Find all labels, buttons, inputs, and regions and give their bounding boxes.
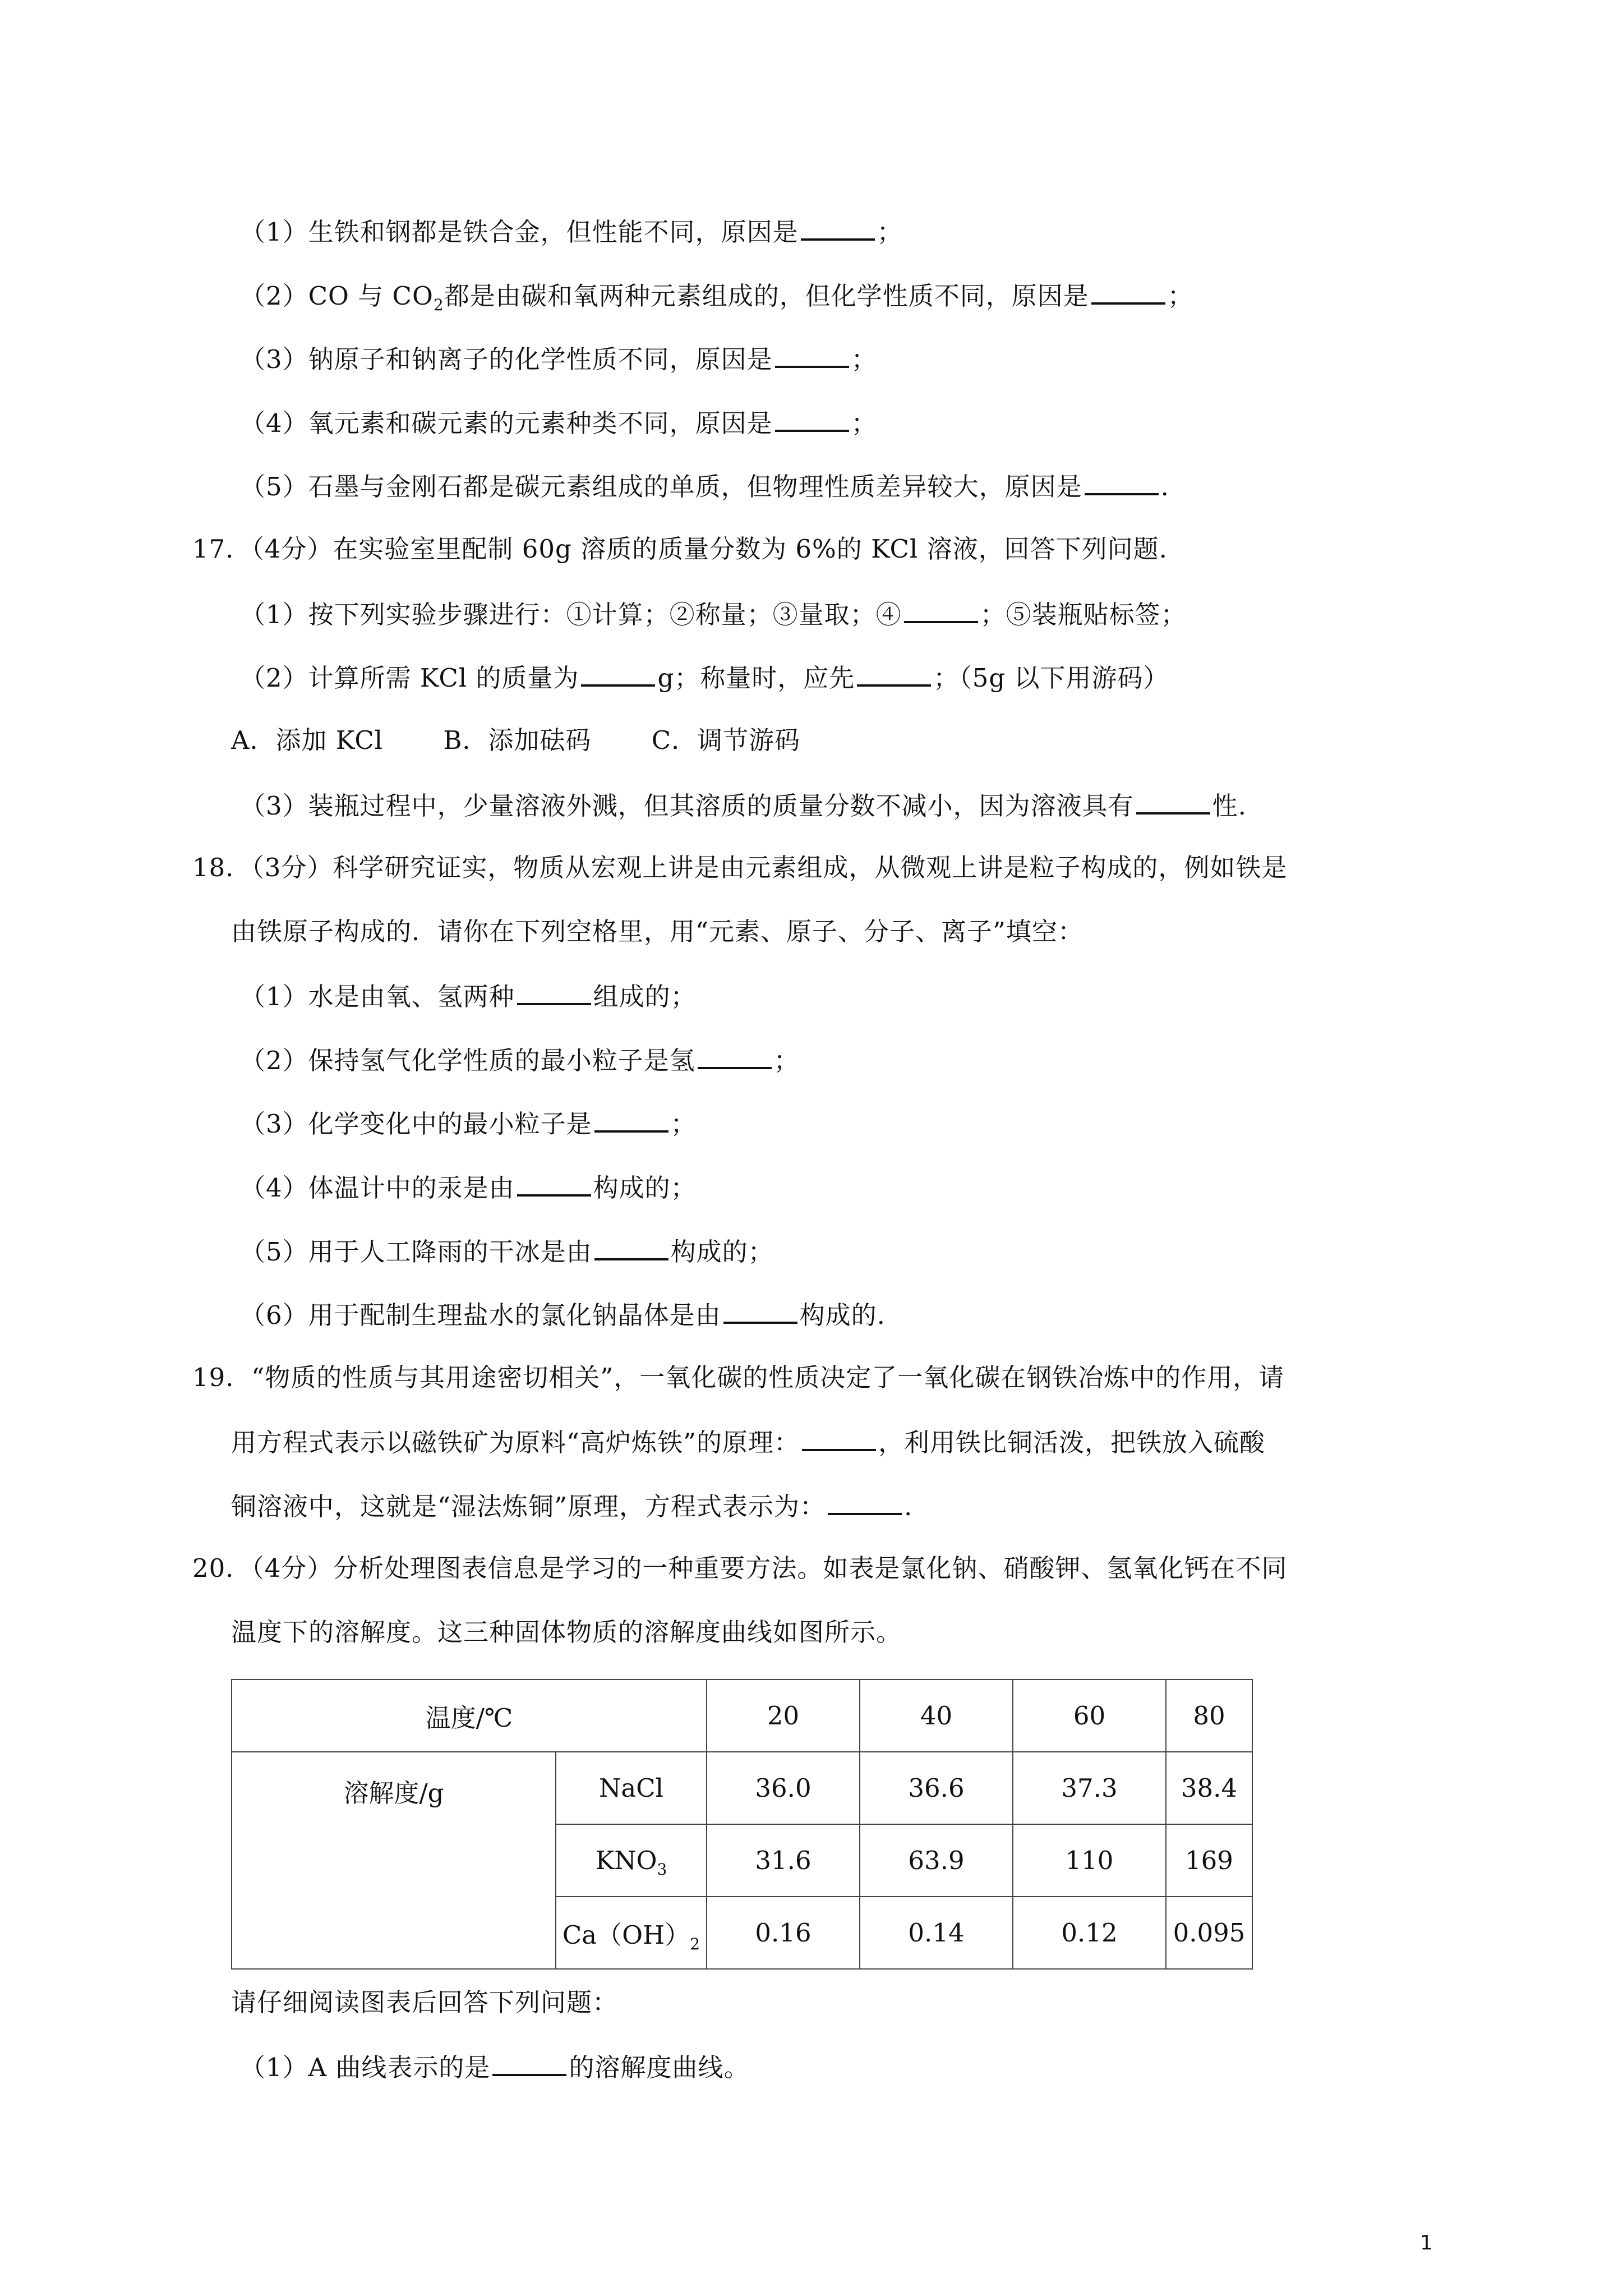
solubility-table (231, 1679, 1253, 1970)
value-cell: 63.9 (860, 1824, 1013, 1897)
q16-2: （2）CO 与 $CO_2$都是由碳和氧两种元素组成的，但化学性质不同，原因是 ； (240, 278, 1193, 313)
q20-stem-1: 20．（4分）分析处理图表信息是学习的一种重要方法。如表是氯化钠、硝酸钾、氢氧化钙在不同 (192, 1553, 1288, 1583)
q17-stem: 17．（4分）在实验室里配制 60g 溶质的质量分数为 6%的 KCl 溶液，回答下列问题. (192, 534, 1168, 564)
answer-blank[interactable] (801, 214, 875, 241)
substance-name: $KNO_3$ (556, 1824, 707, 1897)
value-cell: 0.095 (1166, 1897, 1252, 1969)
q18-6: （6）用于配制生理盐水的氯化钠晶体是由 构成的. (240, 1297, 886, 1332)
answer-blank[interactable] (581, 660, 655, 687)
temp-cell: 40 (860, 1680, 1013, 1752)
answer-blank[interactable] (517, 978, 591, 1005)
answer-blank[interactable] (775, 341, 849, 368)
solubility-label: 溶解度/g (232, 1752, 556, 1969)
answer-blank[interactable] (594, 1234, 668, 1260)
value-cell: 0.12 (1013, 1897, 1166, 1969)
answer-blank[interactable] (1091, 278, 1165, 305)
q20-1: （1）A 曲线表示的是 的溶解度曲线。 (240, 2049, 749, 2085)
answer-blank[interactable] (1136, 788, 1210, 815)
q18-stem-2: 由铁原子构成的．请你在下列空格里，用“元素、原子、分子、离子”填空： (231, 917, 1084, 946)
answer-blank[interactable] (828, 1488, 902, 1515)
q18-5: （5）用于人工降雨的干冰是由 构成的； (240, 1234, 774, 1269)
q17-options: A．添加 KCl B．添加砝码 C．调节游码 (231, 725, 801, 755)
q18-stem-1: 18．（3分）科学研究证实，物质从宏观上讲是由元素组成，从微观上讲是粒子构成的，例如铁是 (192, 853, 1288, 882)
q16-5: （5）石墨与金刚石都是碳元素组成的单质，但物理性质差异较大，原因是 . (240, 468, 1169, 504)
q19-line-3: 铜溶液中，这就是“湿法炼铜”原理，方程式表示为： . (231, 1488, 912, 1524)
answer-blank[interactable] (857, 660, 931, 687)
answer-blank[interactable] (723, 1297, 797, 1324)
q18-4: （4）体温计中的汞是由 构成的； (240, 1170, 697, 1205)
q17-3: （3）装瓶过程中，少量溶液外溅，但其溶质的质量分数不减小，因为溶液具有 性. (240, 788, 1247, 823)
answer-blank[interactable] (802, 1424, 876, 1451)
value-cell: 31.6 (707, 1824, 860, 1897)
answer-blank[interactable] (1085, 468, 1159, 495)
q16-1: （1）生铁和钢都是铁合金，但性能不同，原因是 ； (240, 214, 903, 249)
q19-line-2: 用方程式表示以磁铁矿为原料“高炉炼铁”的原理： ，利用铁比铜活泼，把铁放入硫酸 (231, 1424, 1265, 1460)
q17-1: （1）按下列实验步骤进行：①计算；②称量；③量取；④ ；⑤装瓶贴标签； (240, 596, 1187, 632)
value-cell: 169 (1166, 1824, 1252, 1897)
answer-blank[interactable] (492, 2049, 566, 2076)
table-row (232, 1752, 1252, 1824)
substance-name: NaCl (556, 1752, 707, 1824)
temperature-header: 温度/℃ (232, 1680, 707, 1752)
q16-4: （4）氧元素和碳元素的元素种类不同，原因是 ； (240, 405, 877, 440)
table-row (232, 1680, 1252, 1752)
value-cell: 38.4 (1166, 1752, 1252, 1824)
value-cell: 37.3 (1013, 1752, 1166, 1824)
value-cell: 36.6 (860, 1752, 1013, 1824)
q18-2: （2）保持氢气化学性质的最小粒子是氢 ； (240, 1042, 800, 1078)
substance-name: $Ca(OH)_2$ (556, 1897, 707, 1969)
q18-1: （1）水是由氧、氢两种 组成的； (240, 978, 697, 1014)
value-cell: 0.14 (860, 1897, 1013, 1969)
q20-instruction: 请仔细阅读图表后回答下列问题： (231, 1987, 619, 2017)
value-cell: 110 (1013, 1824, 1166, 1897)
q18-3: （3）化学变化中的最小粒子是 ； (240, 1106, 697, 1141)
q20-stem-2: 温度下的溶解度。这三种固体物质的溶解度曲线如图所示。 (231, 1617, 902, 1647)
q17-2: （2）计算所需 KCl 的质量为 g；称量时，应先 ；（5g 以下用游码） (240, 660, 1169, 695)
answer-blank[interactable] (698, 1042, 772, 1069)
answer-blank[interactable] (775, 405, 849, 432)
page-number: 1 (1420, 2231, 1433, 2254)
temp-cell: 60 (1013, 1680, 1166, 1752)
value-cell: 0.16 (707, 1897, 860, 1969)
answer-blank[interactable] (904, 596, 978, 623)
q16-3: （3）钠原子和钠离子的化学性质不同，原因是 ； (240, 341, 877, 376)
q19-line-1: 19．“物质的性质与其用途密切相关”，一氧化碳的性质决定了一氧化碳在钢铁冶炼中的作用，请 (192, 1363, 1285, 1392)
answer-blank[interactable] (594, 1106, 668, 1133)
value-cell: 36.0 (707, 1752, 860, 1824)
temp-cell: 20 (707, 1680, 860, 1752)
answer-blank[interactable] (517, 1170, 591, 1197)
temp-cell: 80 (1166, 1680, 1252, 1752)
